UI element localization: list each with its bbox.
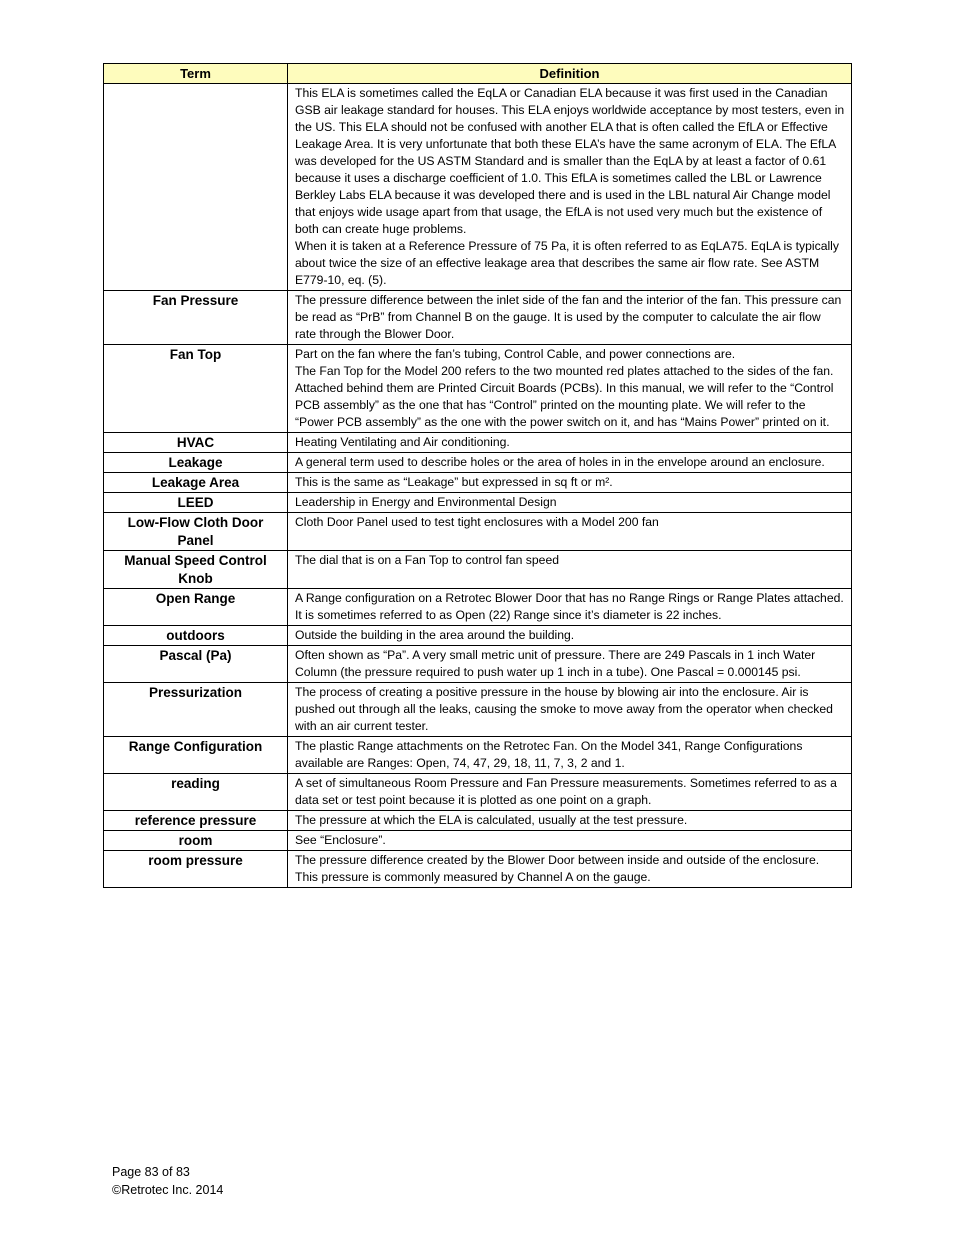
definition-paragraph: Cloth Door Panel used to test tight enclosures with a Model 200 fan	[295, 515, 659, 529]
table-row	[104, 646, 852, 683]
table-row	[104, 811, 852, 831]
term-column-header: Term	[104, 64, 288, 84]
term-cell: LEED	[104, 493, 288, 513]
definition-paragraph: When it is taken at a Reference Pressure of 75 Pa, it is often referred to as EqLA75. EqLA is typically about twice the size of an effective leakage area that describes the same air flow rate. See ASTM E779-10, eq. (5).	[295, 239, 839, 287]
definition-cell	[288, 737, 852, 774]
table-row	[104, 851, 852, 888]
table-row	[104, 453, 852, 473]
table-row	[104, 589, 852, 626]
term-cell: Leakage	[104, 453, 288, 473]
definition-cell	[288, 345, 852, 433]
definition-cell	[288, 493, 852, 513]
definition-paragraph: This is the same as “Leakage” but expressed in sq ft or m².	[295, 475, 613, 489]
definition-cell	[288, 551, 852, 589]
term-cell: Open Range	[104, 589, 288, 626]
table-row	[104, 626, 852, 646]
definition-cell	[288, 291, 852, 345]
term-cell: Pascal (Pa)	[104, 646, 288, 683]
term-cell: Range Configuration	[104, 737, 288, 774]
table-row	[104, 473, 852, 493]
definition-paragraph: Leadership in Energy and Environmental Design	[295, 495, 557, 509]
definition-column-header: Definition	[288, 64, 852, 84]
table-row	[104, 551, 852, 589]
term-cell: Fan Pressure	[104, 291, 288, 345]
definition-cell	[288, 433, 852, 453]
page-number: Page 83 of 83	[112, 1165, 190, 1179]
term-cell	[104, 84, 288, 291]
definition-paragraph: The process of creating a positive pressure in the house by blowing air into the enclosure. Air is pushed out through all the leaks, causing the smoke to move away from the operator when checked with an air current tester.	[295, 685, 833, 733]
definition-cell	[288, 811, 852, 831]
definition-paragraph: The pressure difference between the inlet side of the fan and the interior of the fan. This pressure can be read as “PrB” from Channel B on the gauge. It is used by the computer to calculate the air flow rate through the Blower Door.	[295, 293, 842, 341]
definition-paragraph: The pressure difference created by the Blower Door between inside and outside of the enclosure. This pressure is commonly measured by Channel A on the gauge.	[295, 853, 820, 884]
table-row	[104, 683, 852, 737]
definition-paragraph: The pressure at which the ELA is calculated, usually at the test pressure.	[295, 813, 688, 827]
term-cell: room	[104, 831, 288, 851]
definition-cell	[288, 683, 852, 737]
definition-paragraph: See “Enclosure”.	[295, 833, 386, 847]
definition-paragraph: Often shown as “Pa”. A very small metric unit of pressure. There are 249 Pascals in 1 inch Water Column (the pressure required to push water up 1 inch in a tube). One Pascal = 0.000145 psi.	[295, 648, 816, 679]
term-cell: Leakage Area	[104, 473, 288, 493]
definition-cell	[288, 589, 852, 626]
definition-cell	[288, 831, 852, 851]
definition-paragraph: The plastic Range attachments on the Retrotec Fan. On the Model 341, Range Configurations available are Ranges: Open, 74, 47, 29, 18, 11, 7, 3, 2 and 1.	[295, 739, 803, 770]
definition-paragraph: A set of simultaneous Room Pressure and Fan Pressure measurements. Sometimes referred to as a data set or test point because it is plotted as one point on a graph.	[295, 776, 837, 807]
definition-cell	[288, 774, 852, 811]
definition-paragraph: Heating Ventilating and Air conditioning.	[295, 435, 510, 449]
table-header-row	[104, 64, 852, 84]
definition-paragraph: Part on the fan where the fan’s tubing, Control Cable, and power connections are.	[295, 347, 736, 361]
definition-cell	[288, 626, 852, 646]
table-row	[104, 345, 852, 433]
term-cell: Pressurization	[104, 683, 288, 737]
copyright-notice: ©Retrotec Inc. 2014	[112, 1183, 224, 1197]
term-cell: room pressure	[104, 851, 288, 888]
definition-paragraph: A general term used to describe holes or the area of holes in in the envelope around an enclosure.	[295, 455, 825, 469]
table-row	[104, 513, 852, 551]
definition-cell	[288, 473, 852, 493]
glossary-table	[103, 63, 852, 888]
definition-cell	[288, 646, 852, 683]
term-cell: outdoors	[104, 626, 288, 646]
table-row	[104, 831, 852, 851]
definition-cell	[288, 453, 852, 473]
table-row	[104, 433, 852, 453]
term-cell: Low-Flow Cloth Door Panel	[104, 513, 288, 551]
table-row	[104, 291, 852, 345]
table-row	[104, 84, 852, 291]
term-cell: Fan Top	[104, 345, 288, 433]
page-footer	[112, 1163, 223, 1199]
glossary-rows	[104, 84, 852, 888]
term-cell: reference pressure	[104, 811, 288, 831]
definition-paragraph: Outside the building in the area around the building.	[295, 628, 575, 642]
definition-paragraph: The dial that is on a Fan Top to control fan speed	[295, 553, 560, 567]
definition-paragraph: A Range configuration on a Retrotec Blower Door that has no Range Rings or Range Plates attached. It is sometimes referred to as Open (22) Range since it’s diameter is 22 inches.	[295, 591, 844, 622]
table-row	[104, 737, 852, 774]
definition-paragraph: This ELA is sometimes called the EqLA or Canadian ELA because it was first used in the Canadian GSB air leakage standard for houses. This ELA enjoys worldwide acceptance by most testers, even in the US. This ELA should not be confused with another ELA that is often called the EfLA or Effective Leakage Area. It is very unfortunate that both these ELA’s have the same acronym of ELA. The EfLA was developed for the US ASTM Standard and is smaller than the EqLA by at least a factor of 0.61 because it uses a discharge coefficient of 1.0. This EfLA is sometimes called the LBL or Lawrence Berkley Labs ELA because it was developed there and is used in the LBL natural Air Change model that enjoys wide usage apart from that usage, the EfLA is not used very much but the existence of both can create huge problems.	[295, 86, 845, 236]
term-cell: Manual Speed Control Knob	[104, 551, 288, 589]
definition-cell	[288, 513, 852, 551]
term-cell: HVAC	[104, 433, 288, 453]
definition-cell	[288, 851, 852, 888]
term-cell: reading	[104, 774, 288, 811]
definition-paragraph: The Fan Top for the Model 200 refers to the two mounted red plates attached to the sides of the fan. Attached behind them are Printed Circuit Boards (PCBs). In this manual, we will refer to the “Control PCB assembly” as the one that has “Control” printed on the mounting plate. We will refer to the “Power PCB assembly” as the one with the power switch on it, and has “Mains Power” printed on it.	[295, 364, 834, 429]
definition-cell	[288, 84, 852, 291]
table-row	[104, 493, 852, 513]
table-row	[104, 774, 852, 811]
